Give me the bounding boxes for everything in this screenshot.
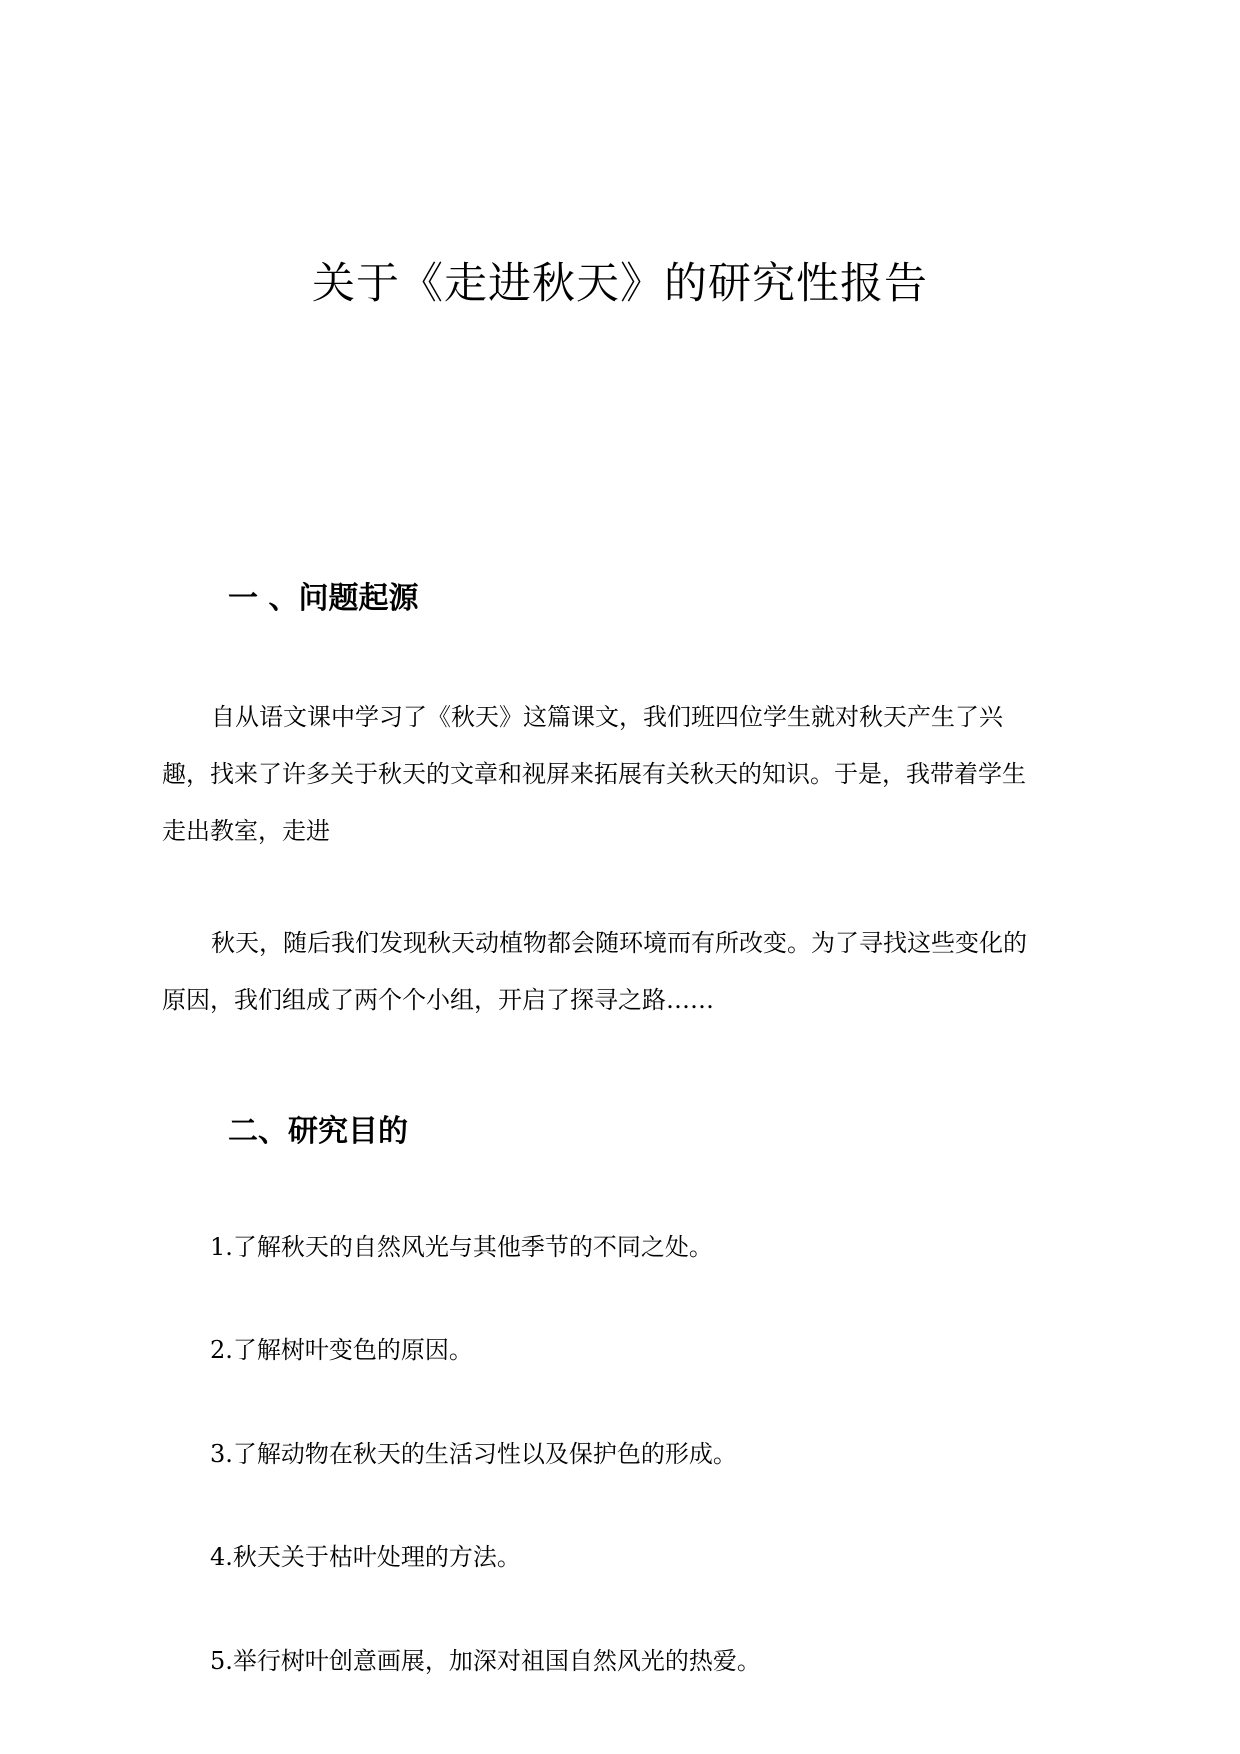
section-heading-purpose: 二、研究目的 — [228, 1114, 408, 1149]
purpose-list-item: 1.了解秋天的自然风光与其他季节的不同之处。 — [210, 1233, 713, 1261]
document-title: 关于《走进秋天》的研究性报告 — [312, 259, 928, 309]
paragraph-line: 走出教室，走进 — [162, 817, 330, 845]
section-heading-origin: 一 、问题起源 — [228, 581, 419, 616]
paragraph-origin-1 — [162, 689, 1080, 860]
purpose-list-item: 2.了解树叶变色的原因。 — [210, 1336, 473, 1364]
purpose-list-item: 4.秋天关于枯叶处理的方法。 — [210, 1543, 521, 1571]
paragraph-line: 原因，我们组成了两个个小组，开启了探寻之路…… — [162, 986, 714, 1014]
paragraph-line: 自从语文课中学习了《秋天》这篇课文，我们班四位学生就对秋天产生了兴 — [211, 703, 1003, 731]
paragraph-line: 趣，找来了许多关于秋天的文章和视屏来拓展有关秋天的知识。于是，我带着学生 — [162, 760, 1026, 788]
purpose-list-item: 3.了解动物在秋天的生活习性以及保护色的形成。 — [210, 1440, 737, 1468]
paragraph-line: 秋天，随后我们发现秋天动植物都会随环境而有所改变。为了寻找这些变化的 — [211, 929, 1027, 957]
purpose-list-item: 5.举行树叶创意画展，加深对祖国自然风光的热爱。 — [210, 1647, 761, 1675]
paragraph-origin-2 — [162, 915, 1080, 1029]
